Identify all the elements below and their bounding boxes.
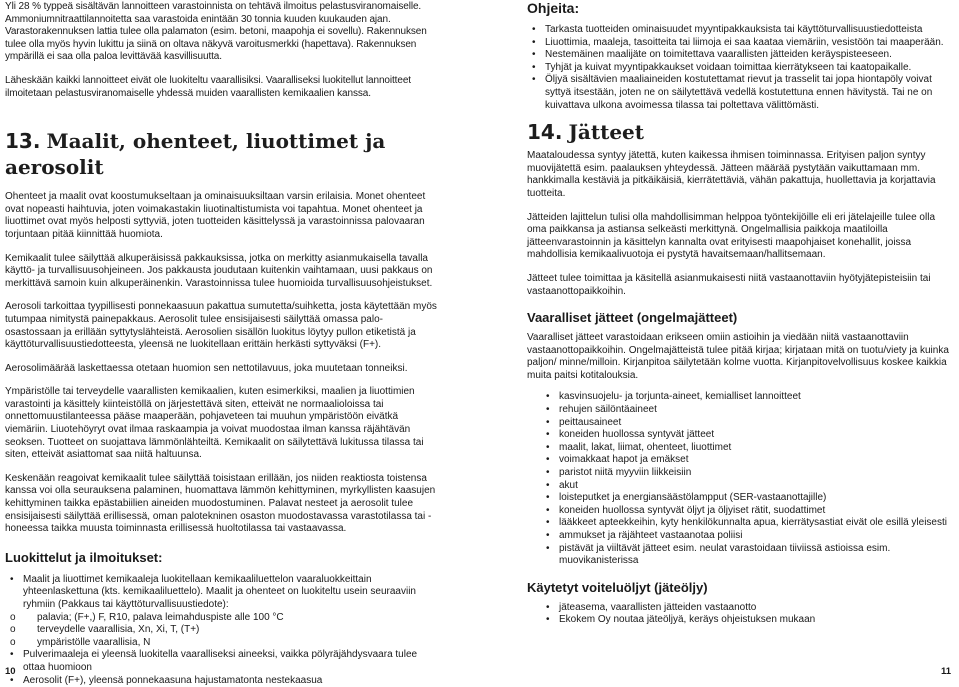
paragraph-kemikaalit: Kemikaalit tulee säilyttää alkuperäisissä pakkauksissa, jotka on merkitty asianmukaisella tavalla käyttö- ja turvallisuusohjeineen. Jos pakkausta joudutaan kuitenkin vaihtamaan, uusi pakkaus on merkittävä samoin kuin alkuperäinenkin. Varastoinnissa tulee huomioida turvallisuusohjeistukset.	[5, 252, 433, 289]
list-item: • koneiden huollossa syntyvät öljyt ja öljyiset rätit, suodattimet	[541, 505, 955, 518]
list-item: • lääkkeet apteekkeihin, kyty henkilökunnalta apua, kierrätysastiat eivät ole esillä yleisesti	[541, 517, 955, 530]
paragraph-ohenteet: Ohenteet ja maalit ovat koostumukseltaan ja ominaisuuksiltaan varsin erilaisia. Monet ohenteet ovat nopeasti haihtuvia, joten voimakastakin liuotinaltistumista voi tapahtua. Monet ohenteet ja liuottimet ovat myös helposti syttyviä, joten tuotteiden käsittelyssä ja varastoinnissa palovaaran torjuntaan pitää kiinnittää huomiota.	[5, 191, 426, 240]
paragraph-ymparisto: Ympäristölle tai terveydelle vaarallisten kemikaalien, kuten esimerkiksi, maalien ja liuottimien varastointi ja käsittely kiinteistöllä on järjestettävä siten, etteivät ne normaalioloissa tai onnettomuustilanteessa pääse maaperään, pohjaveteen tai muuhun ympäristöön eivätkä viemäriin. Liuotehöyryt ovat ilmaa raskaampia ja voivat muodostaa ilman kanssa räjähtävän seoksen. Tuotteet on suojattava lämmönlähteiltä. Kemikaalit on säilytettävä lukitussa tilassa tai siten, etteivät asiattomat saa niitä haltuunsa.	[5, 386, 424, 461]
chapter-14-number: 14.	[527, 120, 563, 145]
chapter-13-number: 13.	[5, 129, 41, 154]
list-item	[5, 574, 439, 650]
subheading-vaaralliset: Vaaralliset jätteet (ongelmajätteet)	[527, 310, 738, 326]
list-item: • Aerosolit (F+), yleensä ponnekaasuna hajustamatonta nestekaasua	[5, 675, 439, 687]
vaaralliset-list	[527, 391, 955, 567]
sublist-item: o terveydelle vaarallisia, Xn, Xi, T, (T+)	[5, 624, 439, 637]
intro-paragraph-1: Yli 28 % typpeä sisältävän lannoitteen varastoinnista on tehtävä ilmoitus pelastusviranomaiselle. Ammoniumnitraattilannoitetta saa varastoida enintään 30 tonnia kuuden kuukauden ajan. Varastorakennuksen lattia tulee olla palamaton (esim. betoni, maapohja ei sovellu). Rakennuksen tulee olla myös hyvin lukittu ja siinä on oltava näkyvä varoitusmerkki (hapettava). Rakennuksen ympärillä ei saa olla paloa levittävää kasvillisuutta.	[5, 1, 427, 63]
sublist-item: o ympäristölle vaarallisia, N	[5, 637, 439, 650]
list-item: • Liuottimia, maaleja, tasoitteita tai liimoja ei saa kaataa viemäriin, vesistöön tai maaperään.	[527, 37, 955, 50]
right-page	[527, 0, 955, 627]
list-item: • kasvinsuojelu- ja torjunta-aineet, kemialliset lannoitteet	[541, 391, 955, 404]
intro-paragraph-2: Läheskään kaikki lannoitteet eivät ole luokiteltu vaarallisiksi. Vaaralliseksi luokitellut lannoitteet ilmoitetaan pelastusviranomaiselle yhdessä muiden vaarallisten kemikaalien kanssa.	[5, 74, 411, 99]
list-item: • Nestemäinen maalijäte on toimitettava vaarallisten jätteiden keräyspisteeseen.	[527, 49, 955, 62]
left-page	[5, 0, 439, 687]
paragraph-aerosoli: Aerosoli tarkoittaa tyypillisesti ponnekaasuun pakattua sumutetta/suihketta, josta käytettään myös tutumpaa nimitystä painepakkaus. Aerosolit tulee ensisijaisesti säilyttää omassa palo-osastossaan ja erillään syttytyslähteistä. Aerosolien sisällön luokitus löytyy pullon etiketistä ja käyttöturvallisuustiedotteesta, yleensä ne luokitellaan erittäin herkästi syttyväksi (F+).	[5, 301, 437, 351]
kaytetyt-list	[527, 602, 955, 627]
list-item: • jäteasema, vaarallisten jätteiden vastaanotto	[541, 602, 955, 615]
list-item: • Tyhjät ja kuivat myyntipakkaukset voidaan toimittaa kierrätykseen tai kaatopaikalle.	[527, 62, 955, 75]
chapter-14-title: Jätteet	[568, 120, 645, 145]
chapter-13-heading	[5, 128, 439, 180]
subheading-kaytetyt: Käytetyt voiteluöljyt (jäteöljy)	[527, 579, 708, 595]
list-item: • paristot niitä myyviin liikkeisiin	[541, 467, 955, 480]
paragraph-aerosolimaara: Aerosolimäärää laskettaessa otetaan huomion sen nettotilavuus, joka muutetaan tonneiksi.	[5, 362, 408, 374]
list-item: • akut	[541, 480, 955, 493]
list-item: • loisteputket ja energiansäästölampput (SER-vastaanottajille)	[541, 492, 955, 505]
luokittelut-list	[5, 574, 439, 687]
paragraph-lajittelu: Jätteiden lajittelun tulisi olla mahdollisimman helppoa työntekijöille eli eri jätelajeille tulee olla oma paikkansa ja astiansa selkeästi merkittynä. Ongelmallisia paikkoja maatiloilla jätteenvarastoinnin ja käsittelyn kannalta ovat erityisesti maapohjaiset konehallit, joissa mahdollisia kemikaalivuotoja ei pystytä havaitsemaan/hallitsemaan.	[527, 211, 936, 261]
sublist	[5, 612, 439, 650]
subheading-luokittelut: Luokittelut ja ilmoitukset:	[5, 549, 163, 565]
list-item: • Öljyä sisältävien maaliaineiden kostutettamat rievut ja trasselit tai jopa hiontapöly voivat syttyä itsestään, joten ne on säilytettävä vedellä kostutettuna ennen hävitystä. Tai ne on kuivattava ulkona avoimessa tilassa tai poltettava välittömästi.	[527, 74, 955, 112]
list-item: • pistävät ja viiltävät jätteet esim. neulat varastoidaan tiiviissä astioissa esim. muovikanisterissa	[541, 543, 955, 568]
ohjeita-list	[527, 24, 955, 112]
paragraph-maatalous: Maataloudessa syntyy jätettä, kuten kaikessa ihmisen toiminnassa. Erityisen paljon syntyy muovijätettä esim. paalauksen yhteydessä. Jätteen määrää pystytään vaikuttamaan mm. hankkimalla kestäviä ja pitkäikäisiä, kierrätettäviä, vähän pakattuja, huollettavia ja korjattavia tuotteita.	[527, 150, 936, 199]
chapter-14-heading	[527, 119, 955, 145]
list-item: • peittausaineet	[541, 417, 955, 430]
ohjeita-heading: Ohjeita:	[527, 0, 580, 16]
list-item: • ammukset ja räjähteet vastaanotaa poliisi	[541, 530, 955, 543]
list-item: • Ekokem Oy noutaa jäteöljyä, keräys ohjeistuksen mukaan	[541, 614, 955, 627]
page-number-right: 11	[941, 666, 952, 677]
sublist-item: o palavia; (F+,) F, R10, palava leimahduspiste alle 100 °C	[5, 612, 439, 625]
list-item: • rehujen säilöntäaineet	[541, 404, 955, 417]
chapter-13-title: Maalit, ohenteet, liuottimet ja aerosolit	[5, 129, 386, 180]
paragraph-vaaralliset: Vaaralliset jätteet varastoidaan erikseen omiin astioihin ja viedään niitä vastaanottaviin vastaanottopaikkoihin. Ongelmajätteistä tulee pitää kirjaa; kirjataan mitä on tuotu/viety ja kuinka paljon/ minne/milloin. Kirjanpitoa säilytetään kolme vuotta. Kirjanpitovelvollisuus koskee kaikkia muita paitsi kotitalouksia.	[527, 332, 949, 381]
list-item: • maalit, lakat, liimat, ohenteet, liuottimet	[541, 442, 955, 455]
paragraph-reagoivat: Keskenään reagoivat kemikaalit tulee säilyttää toisistaan erillään, jos niiden reaktiosta toistensa kanssa voi olla seurauksena palaminen, huomattava lämmön kehittyminen, myrkyllisten kaasujen kehittyminen taikka epästabiilien aineiden muodostuminen. Palavat nesteet ja aerosolit tulee ensisijaisesti säilyttää erillisessä, oman palotekninen osaston muodostavassa varastotilassa tai -honeessa taikka muusta toiminnasta erillisessä huoltotilassa tai vastaavassa.	[5, 472, 436, 535]
paragraph-toimittaa: Jätteet tulee toimittaa ja käsitellä asianmukaisesti niitä vastaanottaviin hyötyjätepisteisiin tai vastaanottopaikkoihin.	[527, 272, 931, 297]
list-item: • Pulverimaaleja ei yleensä luokitella vaaralliseksi aineeksi, vaikka pölyräjähdysvaara tulee ottaa huomioon	[5, 649, 439, 674]
list-item: • koneiden huollossa syntyvät jätteet	[541, 429, 955, 442]
list-item: • Tarkasta tuotteiden ominaisuudet myyntipakkauksista tai käyttöturvallisuustiedotteista	[527, 24, 955, 37]
list-item-text: Maalit ja liuottimet kemikaaleja luokitellaan kemikaaliluettelon vaaraluokkeittain yhteenlaskettuna (kts. kemikaaliluettelo). Maalit ja ohenteet on luokiteltu usein seuraaviin ryhmiin (Pakkaus tai käyttöturvallisuustiedote):	[23, 573, 416, 610]
list-item: • voimakkaat hapot ja emäkset	[541, 454, 955, 467]
page-number-left: 10	[5, 666, 16, 677]
